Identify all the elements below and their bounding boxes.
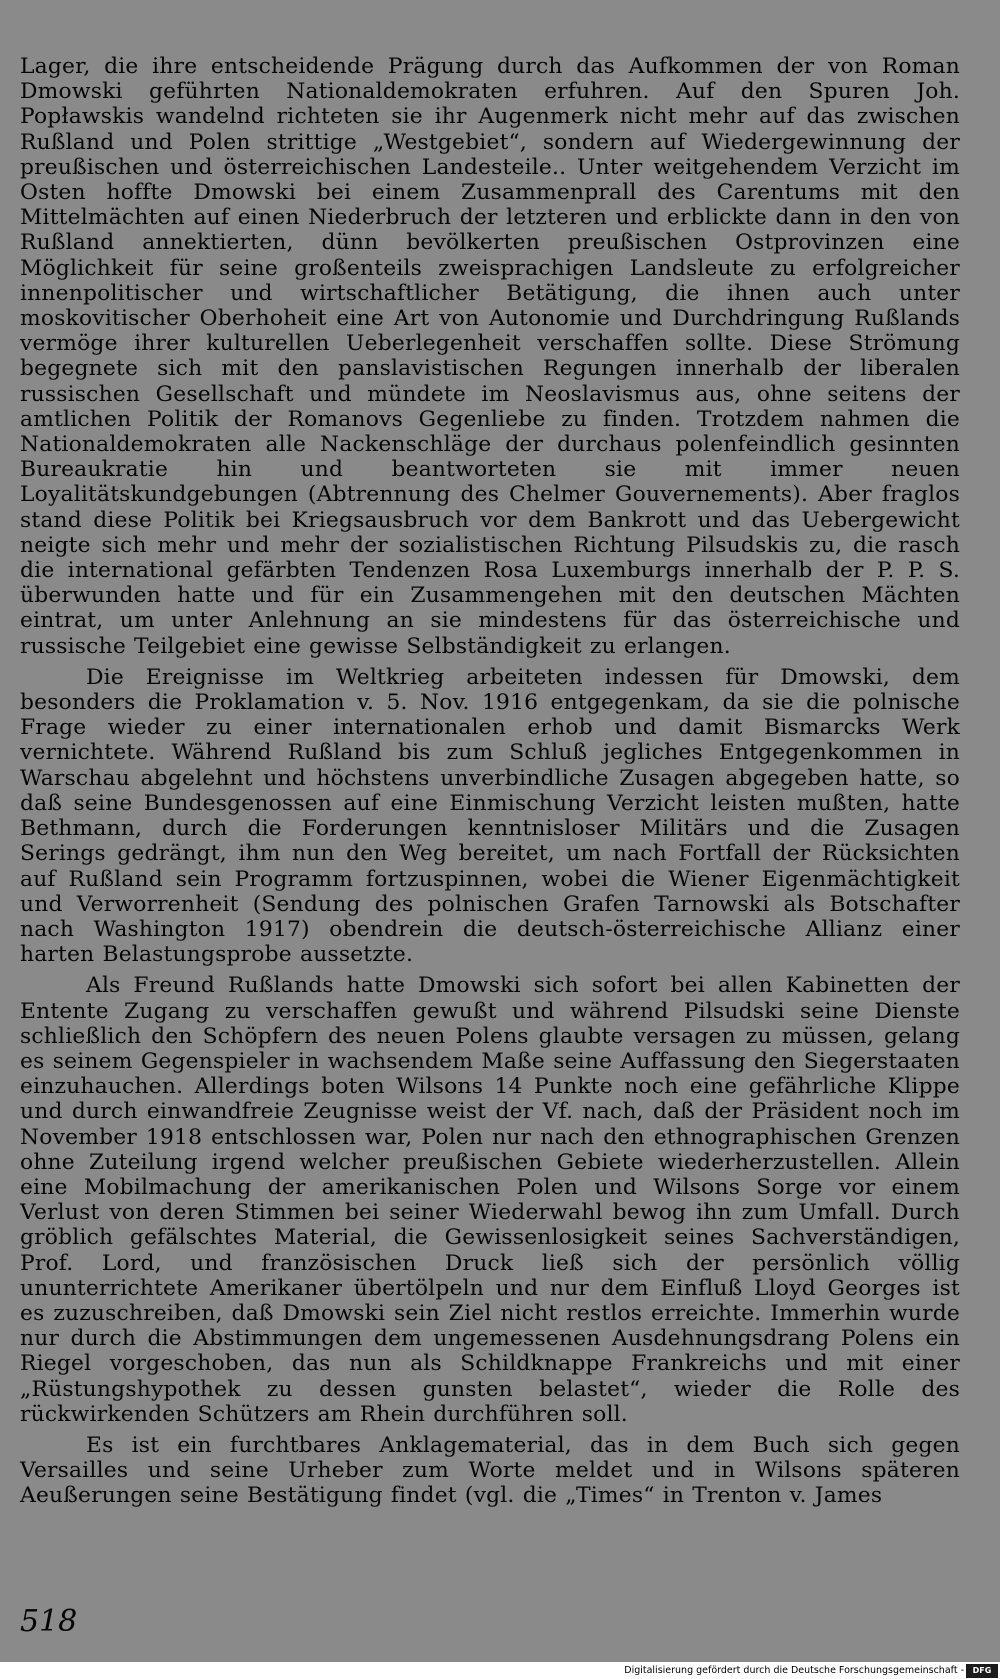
body-text — [20, 54, 960, 1509]
paragraph-4: Es ist ein furchtbares Anklagematerial, das in dem Buch sich gegen Versailles und seine Urheber zum Worte meldet und in Wilsons späteren Aeußerungen seine Bestätigung findet (vgl. die „Times“ in Trenton v. James — [20, 1432, 960, 1509]
paragraph-3: Als Freund Rußlands hatte Dmowski sich sofort bei allen Kabinetten der Entente Zugang zu verschaffen gewußt und während Pilsudski seine Dienste schließlich den Schöpfern des neuen Polens glaubte versagen zu müssen, gelang es seinem Gegenspieler in wachsendem Maße seine Auffassung den Siegerstaaten einzuhauchen. Allerdings boten Wilsons 14 Punkte noch eine gefährliche Klippe und durch einwandfreie Zeugnisse weist der Vf. nach, daß der Präsident noch im November 1918 entschlossen war, Polen nur nach den ethnographischen Grenzen ohne Zuteilung irgend welcher preußischen Gebiete wiederherzustellen. Allein eine Mobilmachung der amerikanischen Polen und Wilsons Sorge vor einem Verlust von deren Stimmen bei seiner Wiederwahl bewog ihn zum Umfall. Durch gröblich gefälschtes Material, die Gewissenlosigkeit seines Sachverständigen, Prof. Lord, und französischen Druck ließ sich der persönlich völlig ununterrichtete Amerikaner übertölpeln und nur dem Einfluß Lloyd Georges ist es zuzuschreiben, daß Dmowski sein Ziel nicht restlos erreichte. Immerhin wurde nur durch die Abstimmungen dem ungemessenen Ausdehnungsdrang Polens ein Riegel vorgeschoben, das nun als Schildknappe Frankreichs und mit einer „Rüstungshypothek zu dessen gunsten belastet“, wieder die Rolle des rückwirkenden Schützers am Rhein durchführen soll. — [20, 973, 960, 1427]
paragraph-1: Lager, die ihre entscheidende Prägung durch das Aufkommen der von Roman Dmowski geführten Nationaldemokraten erfuhren. Auf den Spuren Joh. Popławskis wandelnd richteten sie ihr Augenmerk nicht mehr auf das zwischen Rußland und Polen strittige „Westgebiet“, sondern auf Wiedergewinnung der preußischen und österreichischen Landesteile.. Unter weitgehendem Verzicht im Osten hoffte Dmowski bei einem Zusammenprall des Carentums mit den Mittelmächten auf einen Niederbruch der letzteren und erblickte dann in den von Rußland annektierten, dünn bevölkerten preußischen Ostprovinzen eine Möglichkeit für seine großenteils zweisprachigen Landsleute zu erfolgreicher innenpolitischer und wirtschaftlicher Betätigung, die ihnen auch unter moskovitischer Oberhoheit eine Art von Autonomie und Durchdringung Rußlands vermöge ihrer kulturellen Ueberlegenheit verschaffen sollte. Diese Strömung begegnete sich mit den panslavistischen Regungen innerhalb der liberalen russischen Gesellschaft und mündete im Neoslavismus aus, ohne seitens der amtlichen Politik der Romanovs Gegenliebe zu finden. Trotzdem nahmen die Nationaldemokraten alle Nackenschläge der durchaus polenfeindlich gesinnten Bureaukratie hin und beantworteten sie mit immer neuen Loyalitätskundgebungen (Abtrennung des Chelmer Gouvernements). Aber fraglos stand diese Politik bei Kriegsausbruch vor dem Bankrott und das Uebergewicht neigte sich mehr und mehr der sozialistischen Richtung Pilsudskis zu, die rasch die international gefärbten Tendenzen Rosa Luxemburgs innerhalb der P. P. S. überwunden hatte und für ein Zusammengehen mit den deutschen Mächten eintrat, um unter Anlehnung an sie mindestens für das österreichische und russische Teilgebiet eine gewisse Selbständigkeit zu erlangen. — [20, 54, 960, 659]
paragraph-2: Die Ereignisse im Weltkrieg arbeiteten indessen für Dmowski, dem besonders die Proklamation v. 5. Nov. 1916 entgegenkam, da sie die polnische Frage wieder zu einer internationalen erhob und damit Bismarcks Werk vernichtete. Während Rußland bis zum Schluß jegliches Entgegenkommen in Warschau abgelehnt und höchstens unverbindliche Zusagen abgegeben hatte, so daß seine Bundesgenossen auf eine Einmischung Verzicht leisten mußten, hatte Bethmann, durch die Forderungen kenntnisloser Militärs und die Zusagen Serings gedrängt, ihm nun den Weg bereitet, um nach Fortfall der Rücksichten auf Rußland sein Programm fortzuspinnen, wobei die Wiener Eigenmächtigkeit und Verworrenheit (Sendung des polnischen Grafen Tarnowski als Botschafter nach Washington 1917) obendrein die deutsch-österreichische Allianz einer harten Belastungsprobe aussetzte. — [20, 664, 960, 968]
digitization-credit: Digitalisierung gefördert durch die Deutsche Forschungsgemeinschaft - — [624, 1665, 964, 1676]
dfg-logo: DFG — [966, 1664, 998, 1678]
page-number: 518 — [20, 1604, 78, 1639]
